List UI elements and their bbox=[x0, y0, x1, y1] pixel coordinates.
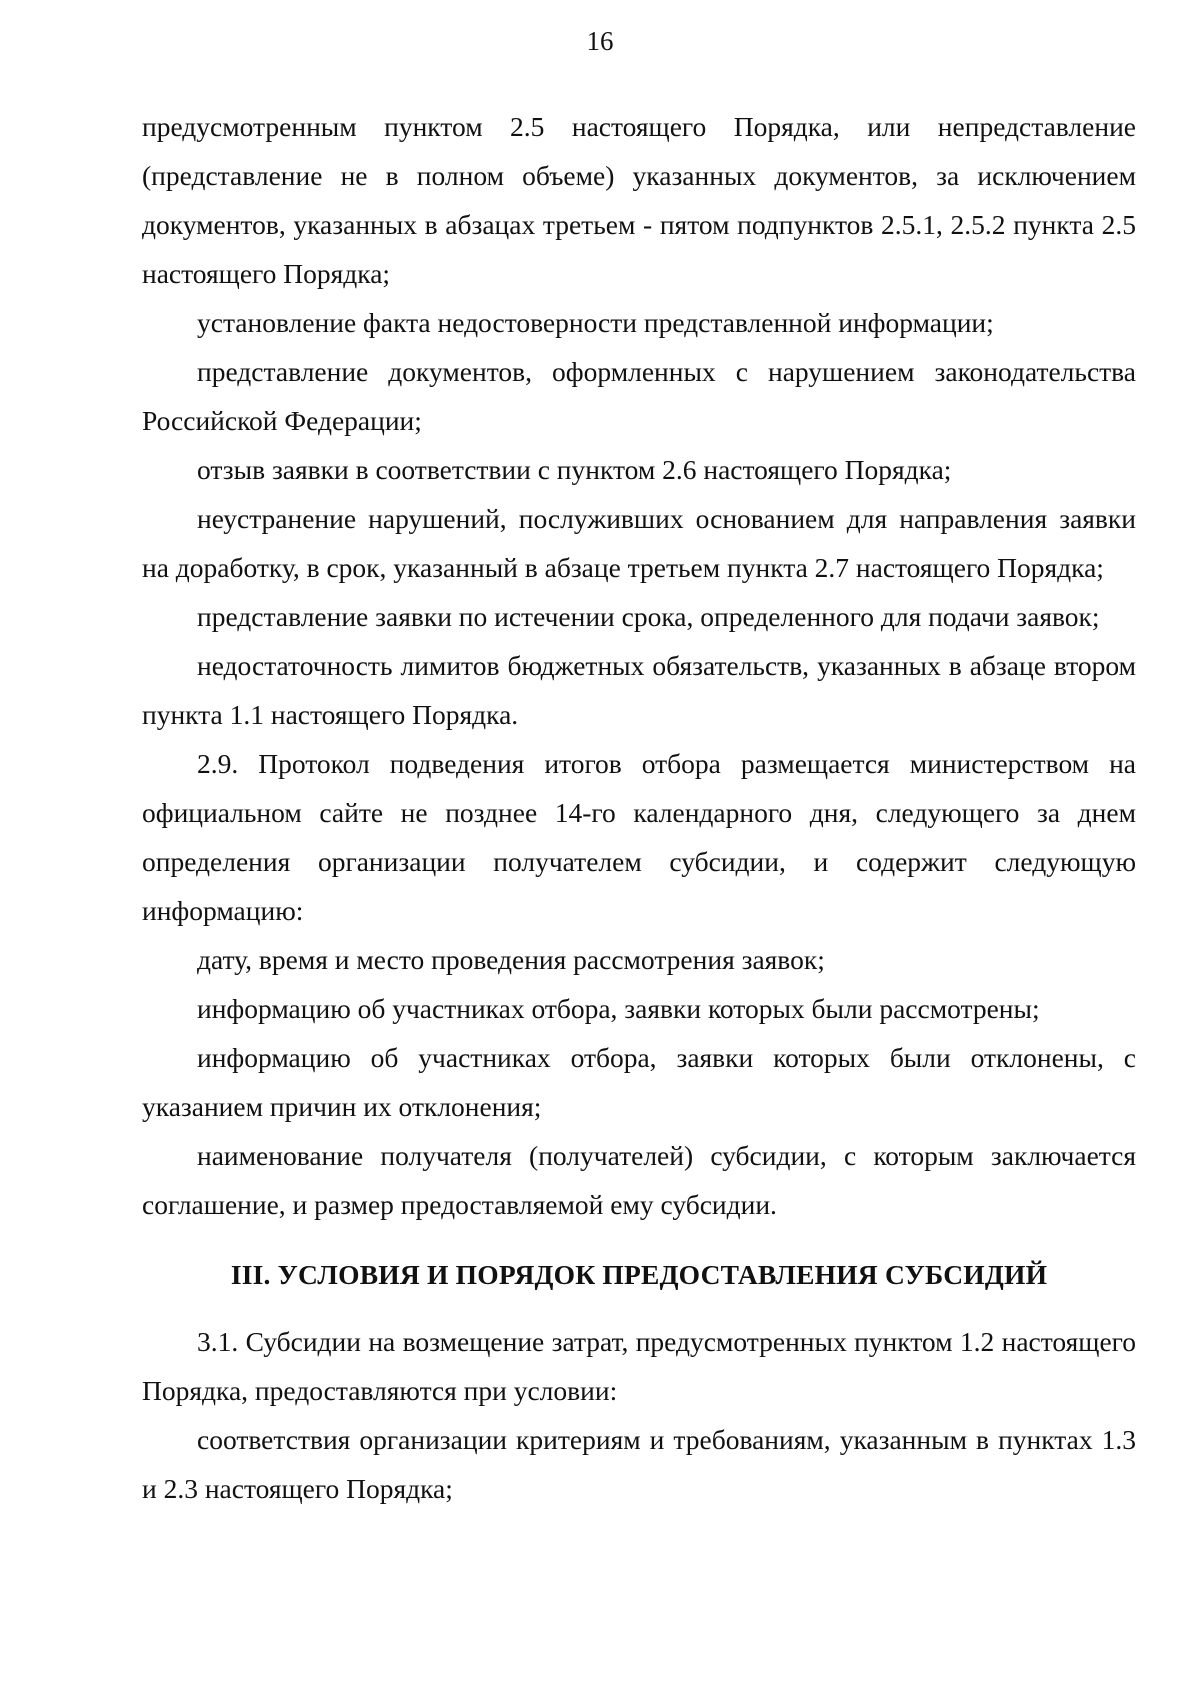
paragraph: информацию об участниках отбора, заявки которых были рассмотрены; bbox=[197, 993, 1040, 1024]
document-body bbox=[142, 102, 1136, 1513]
paragraph: соответствия организации критериям и требованиям, указанным в пунктах 1.3 и 2.3 настоящего Порядка; bbox=[142, 1424, 1136, 1504]
paragraph: неустранение нарушений, послуживших основанием для направления заявки на доработку, в срок, указанный в абзаце третьем пункта 2.7 настоящего Порядка; bbox=[142, 503, 1136, 583]
paragraph: представление заявки по истечении срока, определенного для подачи заявок; bbox=[197, 601, 1100, 632]
paragraph: дату, время и место проведения рассмотрения заявок; bbox=[197, 944, 825, 975]
paragraph: 3.1. Субсидии на возмещение затрат, предусмотренных пунктом 1.2 настоящего Порядка, предоставляются при условии: bbox=[142, 1326, 1136, 1406]
section-heading: III. УСЛОВИЯ И ПОРЯДОК ПРЕДОСТАВЛЕНИЯ СУБСИДИЙ bbox=[230, 1259, 1048, 1290]
paragraph: наименование получателя (получателей) субсидии, с которым заключается соглашение, и размер предоставляемой ему субсидии. bbox=[142, 1140, 1136, 1220]
paragraph: информацию об участниках отбора, заявки которых были отклонены, с указанием причин их отклонения; bbox=[142, 1042, 1136, 1122]
paragraph: недостаточность лимитов бюджетных обязательств, указанных в абзаце втором пункта 1.1 настоящего Порядка. bbox=[142, 650, 1136, 730]
page-number: 16 bbox=[586, 26, 614, 56]
paragraph: отзыв заявки в соответствии с пунктом 2.6 настоящего Порядка; bbox=[197, 454, 952, 485]
paragraph: представление документов, оформленных с нарушением законодательства Российской Федерации; bbox=[142, 356, 1136, 436]
paragraph: 2.9. Протокол подведения итогов отбора размещается министерством на официальном сайте не позднее 14-го календарного дня, следующего за днем определения организации получателем субсидии, и содержит следующую информацию: bbox=[142, 748, 1136, 926]
paragraph: установление факта недостоверности представленной информации; bbox=[197, 307, 994, 338]
paragraph-continuation: предусмотренным пунктом 2.5 настоящего Порядка, или непредставление (представление не в полном объеме) указанных документов, за исключением документов, указанных в абзацах третьем - пятом подпунктов 2.5.1, 2.5.2 пункта 2.5 настоящего Порядка; bbox=[142, 111, 1136, 289]
